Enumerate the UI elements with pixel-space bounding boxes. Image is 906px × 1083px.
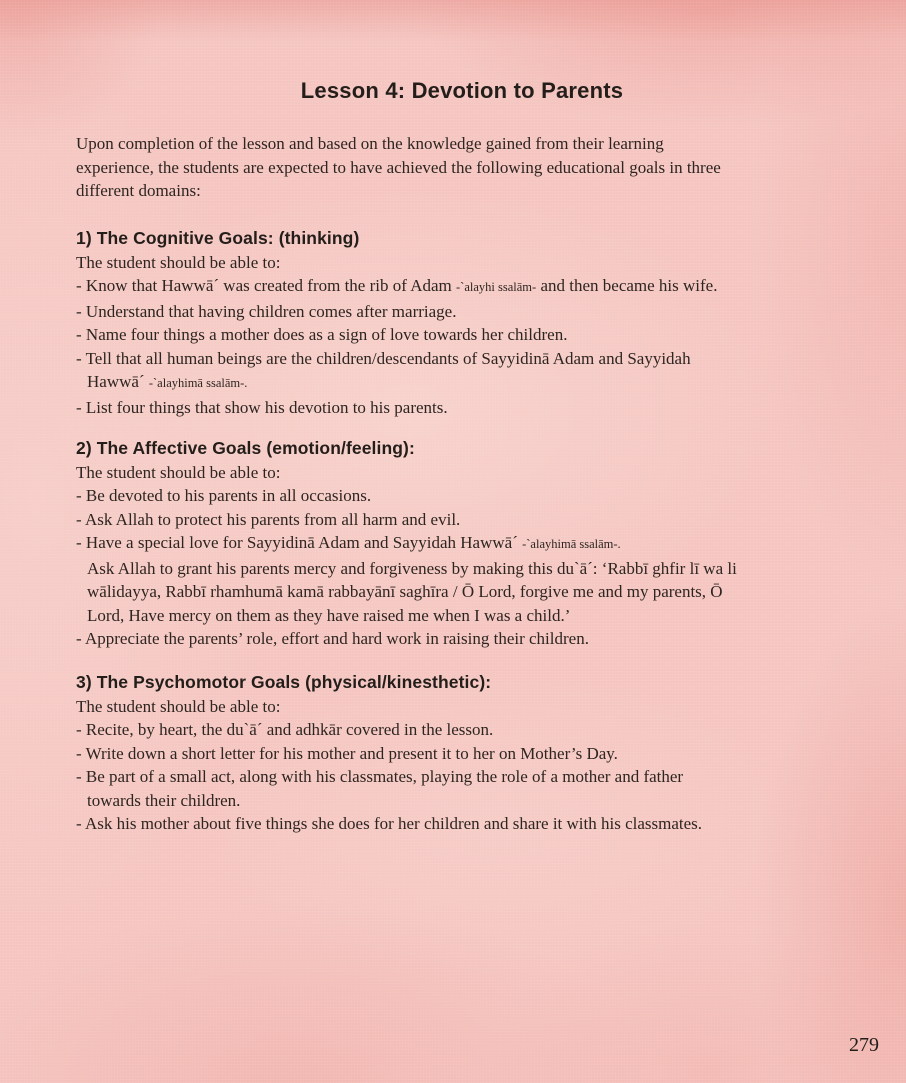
text-segment: - Appreciate the parents’ role, effort and hard work in raising their children.: [76, 629, 589, 648]
section-lines-psychomotor: [76, 695, 866, 836]
text-segment: - Ask his mother about five things she does for her children and share it with his classmates.: [76, 814, 703, 833]
text-line: [76, 508, 866, 532]
section-heading-cognitive: 1) The Cognitive Goals: (thinking): [76, 228, 360, 248]
honorific-small-text: -`alayhimā ssalām-.: [148, 376, 248, 390]
text-line: [76, 627, 866, 651]
text-segment: The student should be able to:: [76, 462, 281, 482]
text-line: [76, 531, 866, 557]
text-segment: and then became his wife.: [536, 276, 718, 295]
text-line: [76, 742, 866, 766]
text-line: [76, 484, 866, 508]
text-segment: Hawwā´: [87, 372, 149, 391]
text-segment: - Name four things a mother does as a sign of love towards her children.: [76, 325, 568, 344]
text-segment: - Have a special love for Sayyidinā Adam and Sayyidah Hawwā´: [76, 533, 523, 552]
text-segment: - Be devoted to his parents in all occasions.: [76, 486, 372, 505]
text-segment: - Know that Hawwā´ was created from the rib of Adam: [76, 276, 457, 295]
text-line: [76, 580, 866, 604]
text-segment: different domains:: [76, 181, 201, 200]
text-line: [76, 812, 866, 836]
text-line: [76, 323, 866, 347]
intro-paragraph: [76, 132, 866, 203]
text-line: [76, 347, 866, 371]
text-line: [76, 251, 866, 275]
text-segment: - List four things that show his devotion to his parents.: [76, 397, 448, 417]
text-line: [76, 132, 866, 156]
text-segment: experience, the students are expected to have achieved the following educational goals in three: [76, 157, 721, 177]
text-line: [76, 789, 866, 813]
text-line: [76, 370, 866, 396]
section-cognitive-goals: [76, 227, 866, 419]
text-line: [76, 179, 866, 203]
honorific-small-text: -`alayhi ssalām-: [456, 280, 537, 294]
text-segment: Ask Allah to grant his parents mercy and forgiveness by making this du`ā´: ‘Rabbī ghfir lī wa li: [87, 558, 737, 578]
text-line: [76, 604, 866, 628]
section-heading-affective: 2) The Affective Goals (emotion/feeling):: [76, 438, 415, 458]
text-segment: - Understand that having children comes after marriage.: [76, 301, 457, 321]
section-lines-cognitive: [76, 251, 866, 420]
text-segment: - Write down a short letter for his mother and present it to her on Mother’s Day.: [76, 743, 618, 763]
text-segment: wālidayya, Rabbī rhamhumā kamā rabbayānī saghīra / Ō Lord, forgive me and my parents, Ō: [87, 582, 723, 601]
text-segment: Upon completion of the lesson and based on the knowledge gained from their learning: [76, 134, 664, 153]
text-line: [76, 300, 866, 324]
text-segment: - Recite, by heart, the du`ā´ and adhkār covered in the lesson.: [76, 720, 494, 739]
section-lines-affective: [76, 461, 866, 651]
text-line: [76, 396, 866, 420]
section-psychomotor-goals: [76, 671, 866, 836]
text-segment: The student should be able to:: [76, 696, 281, 716]
text-line: [76, 557, 866, 581]
text-segment: - Tell that all human beings are the children/descendants of Sayyidinā Adam and Sayyidah: [76, 348, 691, 368]
text-line: [76, 461, 866, 485]
text-segment: The student should be able to:: [76, 252, 281, 272]
text-segment: - Ask Allah to protect his parents from all harm and evil.: [76, 509, 461, 529]
page-title: Lesson 4: Devotion to Parents: [300, 78, 624, 103]
text-segment: towards their children.: [87, 790, 241, 810]
text-segment: - Be part of a small act, along with his classmates, playing the role of a mother and father: [76, 767, 684, 786]
section-heading-psychomotor: 3) The Psychomotor Goals (physical/kinesthetic):: [76, 672, 492, 692]
text-segment: Lord, Have mercy on them as they have raised me when I was a child.’: [87, 605, 571, 625]
text-line: [76, 156, 866, 180]
page-number: 279: [849, 1034, 879, 1056]
text-line: [76, 765, 866, 789]
text-line: [76, 695, 866, 719]
text-line: [76, 274, 866, 300]
section-affective-goals: [76, 437, 866, 651]
text-line: [76, 718, 866, 742]
honorific-small-text: -`alayhimā ssalām-.: [522, 537, 621, 551]
